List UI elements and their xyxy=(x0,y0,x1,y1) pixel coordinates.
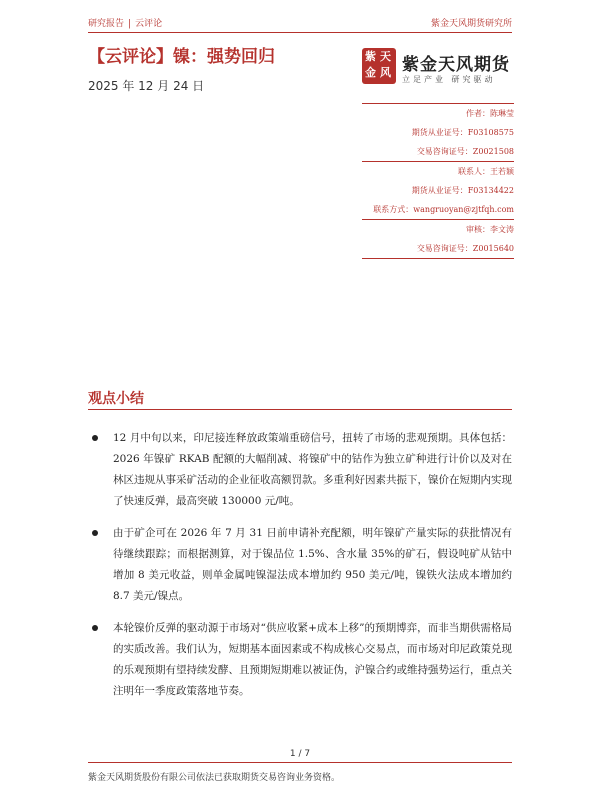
report-title: 【云评论】镍：强势回归 xyxy=(88,47,275,67)
seal-char: 紫 xyxy=(365,50,376,63)
logo-brand-name: 紫金天风期货 xyxy=(402,55,510,75)
bullet-dot-icon xyxy=(92,435,98,441)
section-divider xyxy=(88,409,512,410)
summary-list xyxy=(88,428,512,713)
reviewer-consult-license: 交易咨询证号：Z0015640 xyxy=(362,239,514,259)
header-divider xyxy=(88,32,512,33)
page-number: 1 / 7 xyxy=(289,749,311,759)
bullet-dot-icon xyxy=(92,530,98,536)
header-category xyxy=(88,16,162,29)
footer-disclaimer: 紫金天风期货股份有限公司依法已获取期货交易咨询业务资格。 xyxy=(88,773,341,783)
author-info-panel xyxy=(362,103,514,259)
summary-item xyxy=(88,523,512,607)
summary-item-text: 12 月中旬以来，印尼接连释放政策端重磅信号，扭转了市场的悲观预期。具体包括：2026 年镍矿 RKAB 配额的大幅削减、将镍矿中的钴作为独立矿种进行计价以及对在林区违规从事采矿活动的企业征收高额罚款。多重利好因素共振下，镍价在短期内实现了快速反弹，最高突破 130000 元/吨。 xyxy=(113,432,512,507)
summary-item-text: 由于矿企可在 2026 年 7 月 31 日前申请补充配额，明年镍矿产量实际的获批情况有待继续跟踪；而根据测算，对于镍品位 1.5%、含水量 35%的矿石，假设吨矿从钴中增加 8 美元收益，则单金属吨镍湿法成本增加约 950 美元/吨，镍铁火法成本增加约 8.7 美元/镍点。 xyxy=(113,527,512,602)
section-title: 观点小结 xyxy=(88,391,144,407)
seal-char: 天 xyxy=(380,50,391,63)
summary-item xyxy=(88,618,512,702)
header-category-label: 研究报告 xyxy=(88,19,125,29)
company-logo xyxy=(362,48,514,90)
author-consult-license: 交易咨询证号：Z0021508 xyxy=(416,147,514,156)
report-date: 2025 年 12 月 24 日 xyxy=(88,79,205,93)
reviewer-name: 审核：李文涛 xyxy=(362,219,514,239)
seal-char: 金 xyxy=(365,66,376,79)
seal-char: 风 xyxy=(380,66,391,79)
logo-slogan: 立足产业 研究驱动 xyxy=(402,75,496,84)
contact-email: 联系方式：wangruoyan@zjtfqh.com xyxy=(373,205,514,214)
header-institute: 紫金天风期货研究所 xyxy=(430,19,512,29)
header-separator: | xyxy=(128,19,132,29)
footer-divider xyxy=(88,762,512,763)
bullet-dot-icon xyxy=(92,625,98,631)
summary-item xyxy=(88,428,512,512)
logo-seal xyxy=(362,48,396,84)
header-subcategory: 云评论 xyxy=(135,19,163,29)
contact-futures-license: 期货从业证号：F03134422 xyxy=(411,186,514,195)
author-futures-license: 期货从业证号：F03108575 xyxy=(411,128,514,137)
contact-name: 联系人：王若颖 xyxy=(362,161,514,181)
author-name: 作者：陈琳莹 xyxy=(362,103,514,123)
summary-item-text: 本轮镍价反弹的驱动源于市场对“供应收紧+成本上移”的预期博弈，而非当期供需格局的实质改善。我们认为，短期基本面因素或不构成核心交易点，而市场对印尼政策兑现的乐观预期有望持续发酵、且预期短期难以被证伪，沪镍合约或维持强势运行，重点关注明年一季度政策落地节奏。 xyxy=(113,622,512,697)
